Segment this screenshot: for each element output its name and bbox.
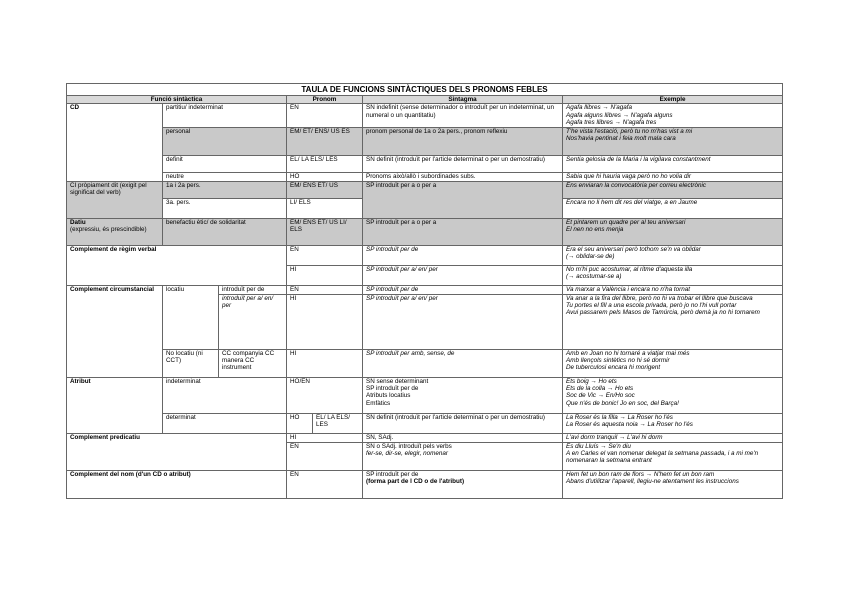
cell-pronom: EN	[287, 245, 363, 265]
datiu-label	[67, 218, 163, 245]
cell-exemple	[563, 349, 783, 377]
example-line: Era el seu aniversari però tothom se'n va oblidar	[566, 245, 701, 253]
cell-exemple: Sabia que hi hauria vaga però no ho volia dir	[563, 172, 783, 181]
atribut-label: Atribut	[67, 377, 163, 433]
example-line: Tu portes el fill a una escola privada, però jo no l'hi vull portar	[566, 302, 737, 310]
cell-pronom: EN	[287, 285, 363, 294]
cell-sub: determinat	[163, 413, 287, 433]
example-line: De tuberculosi encara hi morigent	[566, 364, 661, 372]
cell-sub2: introduït per de	[219, 285, 287, 294]
circ-label: Complement circumstancial	[67, 285, 163, 377]
cell-pronom: EM/ ENS ET/ US	[287, 181, 363, 198]
cell-exemple	[563, 218, 783, 245]
cell-sintagma: SN definit (introduït per l'article determinat o per un demostratiu)	[363, 155, 563, 172]
example-line: Amb llençols sintètics no hi sé dormir	[566, 357, 670, 365]
cell-pronom: HO	[287, 172, 363, 181]
cell-exemple	[563, 245, 783, 265]
example-line: Hem fet un bon ram de flors → N'hem fet un bon ram	[566, 470, 715, 478]
datiu-note: (expressiu, és prescindible)	[70, 226, 147, 234]
nom-label: Complement del nom (d'un CD o atribut)	[67, 470, 287, 498]
cell-exemple	[563, 104, 783, 127]
cell-pronom: HI	[287, 349, 363, 377]
datiu-title: Datiu	[70, 218, 86, 226]
sintagma-line: SN o SAdj. introduït pels verbs	[366, 442, 452, 450]
cell-exemple	[563, 413, 783, 433]
cell-pronom: EM/ ENS ET/ US LI/ ELS	[287, 218, 363, 245]
pronouns-table	[66, 83, 783, 499]
cell-sub: 1a i 2a pers.	[163, 181, 287, 198]
example-line: A en Carles el van nomenar delegat la setmana passada, i a mi me'n nomenaran la setmana entrant	[566, 450, 759, 465]
example-line: Agafa tres llibres → N'agafa tres	[566, 119, 657, 127]
cell-exemple: L'avi dorm tranquil → L'avi hi dorm	[563, 433, 783, 442]
example-line: Que n'és de bonic! Jo en soc, del Barça!	[566, 399, 679, 407]
example-line: El nen no ens menja	[566, 226, 624, 234]
cell-sub: partitiu/ indeterminat	[163, 104, 287, 127]
example-line: La Roser és aquesta noia → La Roser ho l'és	[566, 421, 693, 429]
cell-pronom: LI/ ELS	[287, 198, 363, 218]
cell-sub: No locatiu (ni CCT)	[163, 349, 219, 377]
cell-exemple	[563, 294, 783, 349]
example-line: T'he vista l'estació, però tu no m'has vist a mi	[566, 127, 693, 135]
example-line: Et pintarem un quadre per al teu aniversari	[566, 218, 686, 226]
sintagma-line: Atributs locatius	[366, 392, 411, 400]
cell-sub: 3a. pers.	[163, 198, 287, 218]
example-line: (→ oblidar-se de)	[566, 253, 615, 261]
cell-exemple	[563, 127, 783, 155]
cell-pronom: EN	[287, 470, 363, 498]
sintagma-line: SP introduït per de	[366, 470, 419, 478]
cell-sub: benefactiu ètic/ de solidaritat	[163, 218, 287, 245]
cell-sintagma: SN, SAdj.	[363, 433, 563, 442]
cell-sintagma: SP introduït per a/ en/ per	[363, 265, 563, 285]
example-line: Nos'havia pentinat i feia molt mala cara	[566, 135, 676, 143]
sintagma-line: (forma part de l CD o de l'atribut)	[366, 478, 465, 486]
cell-sintagma: SP introduït per a o per a	[363, 181, 563, 218]
sintagma-line: Emfàtics	[366, 399, 391, 407]
cell-pronom: HI	[287, 294, 363, 349]
document-page	[66, 83, 782, 499]
cell-sintagma: SP introduït per a/ en/ per	[363, 294, 563, 349]
cell-pronom-2: EL/ LA ELS/ LES	[313, 413, 363, 433]
example-line: (→ acostumar-se a)	[566, 273, 622, 281]
sintagma-line: fer-se, dir-se, elegir, nomenar	[366, 450, 449, 458]
example-line: Avui passarem pels Masos de Tamúrcia, però demà ja no hi tornarem	[566, 309, 760, 317]
sintagma-line: SN sense determinant	[366, 377, 429, 385]
sintagma-line: SP introduït per de	[366, 385, 419, 393]
cell-pronom: EM/ ET/ ENS/ US ES	[287, 127, 363, 155]
header-sintagma: Sintagma	[363, 96, 563, 104]
cell-sub2: CC companyia CC manera CC instrument	[219, 349, 287, 377]
cell-pronom: EN	[287, 104, 363, 127]
cell-exemple: Sentia gelosia de la Maria i la vigilava constantment	[563, 155, 783, 172]
example-line: Es diu Lluís → Se'n diu	[566, 442, 631, 450]
cell-sintagma	[363, 470, 563, 498]
cell-sintagma: SP introduït per de	[363, 285, 563, 294]
cell-sub: personal	[163, 127, 287, 155]
example-line: Va anar a la fira del llibre, però no hi va trobar el llibre que buscava	[566, 294, 753, 302]
cell-sintagma: SN definit (introduït per l'article determinat o per un demostratiu)	[363, 413, 563, 433]
cell-sintagma: pronom personal de 1a o 2a pers., pronom reflexiu	[363, 127, 563, 155]
cell-pronom: HO	[287, 413, 313, 433]
example-line: Ets de la colla → Ho ets	[566, 385, 634, 393]
cell-exemple: Encara no li hem dit res del viatge, a en Jaume	[563, 198, 783, 218]
example-line: La Roser és la filla → La Roser ho l'és	[566, 413, 673, 421]
cell-pronom: HI	[287, 265, 363, 285]
cell-sintagma: SP introduït per amb, sense, de	[363, 349, 563, 377]
ci-label: CI pròpiament dit (exigit pel significat del verb)	[67, 181, 163, 218]
example-line: Agafa llibres → N'agafa	[566, 104, 632, 112]
table-title: TAULA DE FUNCIONS SINTÀCTIQUES DELS PRONOMS FEBLES	[67, 84, 783, 96]
cell-pronom: HO/EN	[287, 377, 363, 413]
cell-sub: locatiu	[163, 285, 219, 349]
cell-exemple: Va marxar a València i encara no n'ha tornat	[563, 285, 783, 294]
cell-pronom: HI	[287, 433, 363, 442]
example-line: No m'hi puc acostumar, al ritme d'aquesta illa	[566, 265, 693, 273]
cell-sintagma	[363, 377, 563, 413]
cell-sintagma: Pronoms això/allò i subordinades subs.	[363, 172, 563, 181]
cell-sub: neutre	[163, 172, 287, 181]
pred-label: Complement predicatiu	[67, 433, 287, 470]
cell-sub2: introduït per a/ en/ per	[219, 294, 287, 349]
cell-pronom: EL/ LA ELS/ LES	[287, 155, 363, 172]
cell-sintagma: SP introduït per a o per a	[363, 218, 563, 245]
cell-exemple: Ens enviaran la convocatòria per correu electrònic	[563, 181, 783, 198]
regim-label: Complement de règim verbal	[67, 245, 287, 285]
cell-sintagma	[363, 442, 563, 470]
cell-exemple	[563, 377, 783, 413]
cell-pronom: EN	[287, 442, 363, 470]
cd-label: CD	[67, 104, 163, 181]
example-line: Soc de Vic → En/Ho soc	[566, 392, 635, 400]
cell-sub: indeterminat	[163, 377, 287, 413]
cell-exemple	[563, 470, 783, 498]
cell-sintagma: SN indefinit (sense determinador o introduït per un indeterminat, un numeral o un quantitatiu)	[363, 104, 563, 127]
example-line: Abans d'utilitzar l'aparell, llegiu-ne atentament les instruccions	[566, 478, 739, 486]
cell-sintagma: SP introduït per de	[363, 245, 563, 265]
example-line: Agafa alguns llibres → N'agafa alguns	[566, 111, 673, 119]
cell-exemple	[563, 265, 783, 285]
header-exemple: Exemple	[563, 96, 783, 104]
header-funcio: Funció sintàctica	[67, 96, 287, 104]
example-line: Ets boig → Ho ets	[566, 377, 617, 385]
header-pronom: Pronom	[287, 96, 363, 104]
cell-sub: definit	[163, 155, 287, 172]
cell-exemple	[563, 442, 783, 470]
example-line: Amb en Joan no hi tornaré a viatjar mai més	[566, 349, 690, 357]
